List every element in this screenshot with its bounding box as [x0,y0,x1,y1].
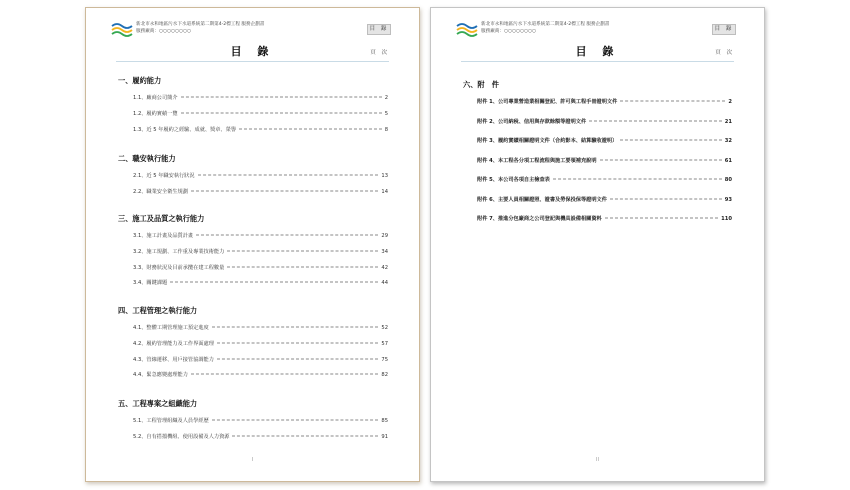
dot-leader [170,282,378,283]
toc-entry-title: 附件 6、主要人員相關證照、證書及勞保投保等證明文件 [477,196,607,203]
dot-leader [217,358,379,359]
toc-entry[interactable] [133,356,388,363]
toc-entry-title: 4.2、履約管理能力及工作界面處理 [133,340,214,347]
toc-entry-title: 4.1、整體工期管理施工預定進度 [133,325,209,331]
toc-entry-page: 14 [381,188,388,195]
dot-leader [181,112,382,113]
toc-page-right [430,7,765,482]
header-tag: 目 錄 [712,24,736,35]
toc-entry[interactable] [133,232,388,239]
toc-entry[interactable] [133,324,388,331]
company-logo-icon [111,22,133,38]
dot-leader [232,435,378,436]
toc-entry-page: 52 [381,325,388,331]
toc-entry-title: 1.1、廠商公司簡介 [133,95,178,101]
toc-entry[interactable] [133,248,388,255]
page-number: II [596,457,599,463]
toc-entry-title: 4.3、管線遷移、用戶接管協調能力 [133,356,214,363]
toc-entry-title: 1.3、近 5 年履約之經驗、成就、獎章、榮譽 [133,126,237,133]
dot-leader [589,120,722,121]
toc-entry[interactable] [477,196,732,203]
toc-entry-page: 29 [381,233,388,239]
dot-leader [620,140,721,141]
toc-entry[interactable] [133,264,388,271]
toc-entry-page: 44 [381,280,388,287]
dot-leader [239,128,382,129]
toc-entry[interactable] [133,94,388,101]
toc-entry[interactable] [133,340,388,347]
toc-entry-title: 附件 3、履約實績相關證明文件（合約影本、結算驗收證明） [477,138,618,144]
company-logo-icon [456,22,478,38]
toc-entry-page: 110 [721,216,732,222]
toc-entry-title: 附件 5、本公司各項自主檢查表 [477,177,550,183]
toc-entry[interactable] [477,176,732,183]
toc-entry-page: 61 [724,157,732,164]
toc-section-heading: 四、工程管理之執行能力 [118,306,198,315]
dot-leader [553,179,722,180]
dot-leader [227,250,378,251]
toc-entry-page: 85 [381,418,388,424]
toc-entry-page: 13 [381,173,388,179]
dot-leader [217,342,379,343]
toc-entry[interactable] [477,137,732,144]
toc-entry[interactable] [477,98,732,105]
toc-entry[interactable] [133,417,388,424]
dot-leader [181,97,382,98]
header-vendor: 服務廠商：○○○○○○○○ [481,29,537,34]
toc-entry[interactable] [477,118,732,125]
title-divider [116,61,389,62]
toc-title: 目 錄 [230,45,275,58]
toc-entry-page: 32 [724,138,732,144]
toc-section-heading: 一、履約能力 [118,76,162,85]
toc-entry-title: 3.1、施工計畫及品質計畫 [133,233,194,239]
toc-entry-page: 8 [384,126,388,133]
toc-entry[interactable] [133,433,388,440]
toc-entry-title: 1.2、履約實績一覽 [133,110,178,117]
dot-leader [620,101,725,102]
toc-entry-title: 5.2、自有搭擋機組、使用設備及人力資源 [133,433,230,440]
toc-entry-title: 附件 1、公司專業營造業相關登記、許可與工程手冊證明文件 [477,99,618,105]
header-text [136,21,264,35]
toc-entry-page: 93 [724,196,732,203]
toc-entry[interactable] [477,215,732,222]
toc-entry-title: 4.4、緊急應變處理能力 [133,372,188,379]
toc-entry[interactable] [133,371,388,378]
title-divider [461,61,734,62]
toc-entry[interactable] [133,188,388,195]
toc-entry-page: 75 [381,356,388,363]
header-vendor: 服務廠商：○○○○○○○○ [136,29,192,34]
toc-entry[interactable] [133,172,388,179]
toc-entry-page: 42 [381,264,388,271]
toc-entry-title: 3.3、財務狀況及目前承攬在建工程數量 [133,264,225,271]
toc-entry-page: 21 [724,118,732,125]
dot-leader [600,159,722,160]
dot-leader [191,190,378,191]
toc-entry-page: 57 [381,340,388,347]
toc-entry-page: 80 [724,177,732,183]
page-number: I [251,457,254,463]
toc-entry-page: 5 [384,110,388,117]
toc-entry-page: 34 [381,248,388,255]
toc-entry-title: 2.1、近 5 年職安執行狀況 [133,173,195,179]
header-text [481,21,609,35]
page-column-label: 頁 次 [370,50,389,56]
toc-entry-page: 91 [381,433,388,440]
toc-section-heading: 二、職安執行能力 [118,154,176,163]
dot-leader [191,374,378,375]
toc-entry-page: 2 [728,99,732,105]
toc-entry-title: 5.1、工程管理組織及人員學經歷 [133,418,209,424]
dot-leader [605,218,718,219]
dot-leader [196,235,378,236]
header-project-title: 新北市永和地區污水下水道系統第二期第4-2標工程 服務企劃書 [481,22,610,27]
dot-leader [227,266,378,267]
dot-leader [212,327,379,328]
header-project-title: 新北市永和地區污水下水道系統第二期第4-2標工程 服務企劃書 [136,22,265,27]
dot-leader [198,175,379,176]
toc-entry-title: 3.2、施工規劃、工作重及專業技術能力 [133,248,225,255]
toc-entry[interactable] [133,110,388,117]
header-tag: 目 錄 [367,24,391,35]
toc-entry-page: 82 [381,372,388,379]
toc-section-heading: 五、工程專案之組織能力 [118,399,198,408]
page-column-label: 頁 次 [715,50,734,56]
toc-entry[interactable] [133,279,388,286]
toc-entry-title: 附件 2、公司納稅、信用與存款餘額等證明文件 [477,118,587,125]
toc-entry[interactable] [477,157,732,164]
toc-entry-page: 2 [384,95,388,101]
toc-section-heading: 三、施工及品質之執行能力 [118,214,205,223]
toc-section-heading: 六、附 件 [463,80,499,89]
toc-title: 目 錄 [575,45,620,58]
toc-entry-title: 附件 7、推進分包廠商之公司登記與機具設備相關資料 [477,216,602,222]
toc-entry-title: 2.2、職業安全衛生規劃 [133,188,188,195]
toc-entry[interactable] [133,126,388,133]
dot-leader [610,198,722,199]
toc-entry-title: 3.4、關鍵課題 [133,280,168,287]
toc-entry-title: 附件 4、本工程各分項工程流程與施工要領補充說明 [477,157,597,164]
dot-leader [212,420,379,421]
toc-page-left [85,7,420,482]
